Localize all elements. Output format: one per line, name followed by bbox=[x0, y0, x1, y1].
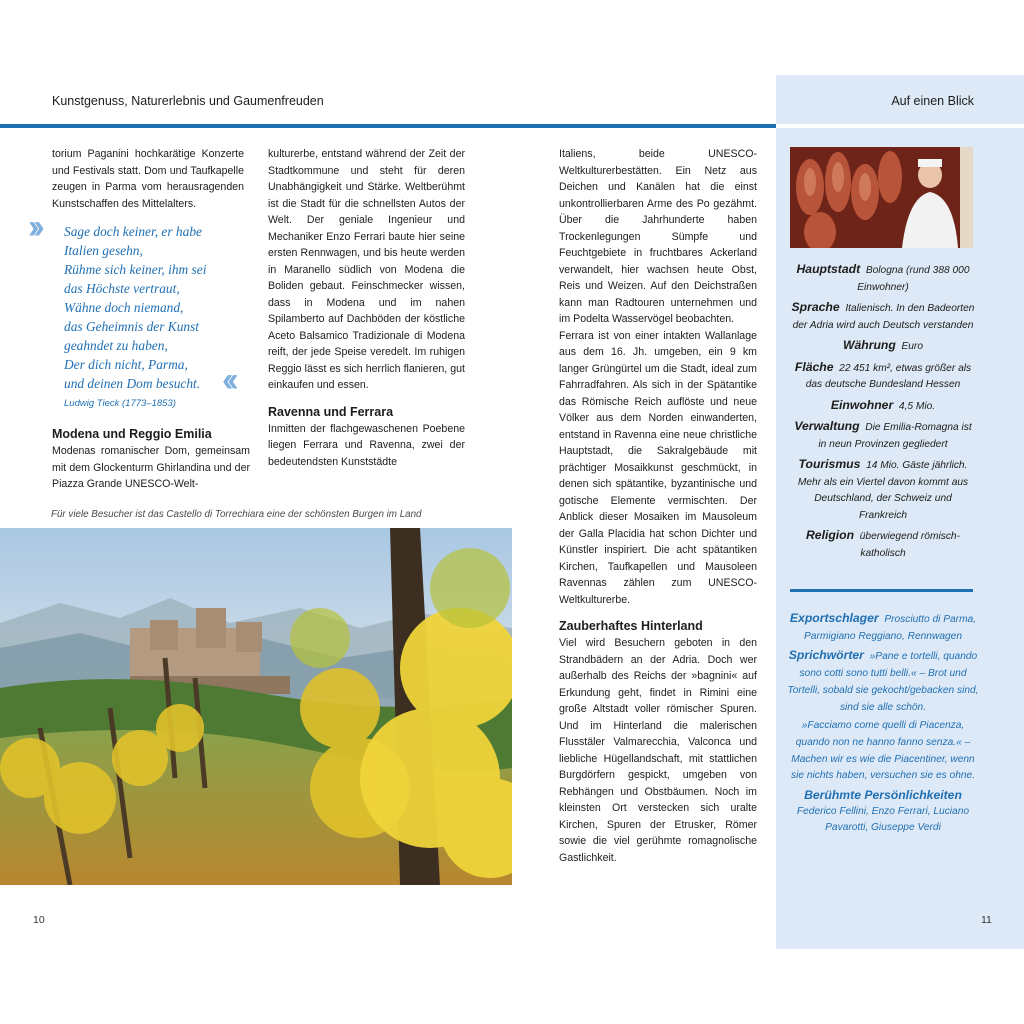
people-entry bbox=[784, 787, 982, 837]
export-key: Exportschlager bbox=[789, 611, 879, 625]
column-2 bbox=[268, 146, 465, 470]
fact-key: Verwaltung bbox=[794, 419, 860, 433]
intro-paragraph: torium Paganini hochkarätige Konzerte und Festivals statt. Dom und Taufkapelle zeugen in Parma vom herausragenden Kunstschaffen des Mittelalters. bbox=[52, 148, 244, 210]
sayings-entry bbox=[784, 647, 982, 716]
people-value: Federico Fellini, Enzo Ferrari, Luciano Pavarotti, Giuseppe Verdi bbox=[796, 805, 970, 834]
fact-value: Italienisch. In den Badeorten der Adria wird auch Deutsch verstanden bbox=[792, 303, 975, 331]
sidebar-header-rule bbox=[776, 124, 1024, 128]
castle-vineyard-illustration bbox=[0, 528, 512, 885]
running-head-left: Kunstgenuss, Naturerlebnis und Gaumenfreuden bbox=[52, 94, 324, 108]
fact-value: 4,5 Mio. bbox=[898, 400, 936, 412]
fact-entry bbox=[790, 527, 976, 562]
body-paragraph: Ferrara ist von einer intakten Wallanlage aus dem 16. Jh. umgeben, ein 9 km langer Grüngürtel um die Stadt, ideal zum Fahrradfahren. Als sich in der Spätantike das Römische Reich auflöste und neue Völker aus dem Norden einwanderten, entstand in Ravenna eine neue christliche Hauptstadt, die Sakralgebäude mit prächtiger Mosaikkunst geschmückt, in denen sich spätantike, byzantinische und gotische Elemente vermischten. Der Anblick dieser Mosaiken im Mausoleum der Galla Placidia hat schon Dichter und Künstler inspiriert. Die acht spätantiken Kirchen, Taufkapellen und Mausoleen Ravennas zählen zum UNESCO-Weltkulturerbe. bbox=[559, 329, 757, 606]
quote-author: Ludwig Tieck (1773–1853) bbox=[64, 398, 176, 409]
body-paragraph: kulturerbe, entstand während der Zeit der Stadtkommune und steht für deren Unabhängigkeit und Stärke. Weltberühmt ist die Stadt für die schnellsten Autos der Welt. Der geniale Ingenieur und Mechaniker Enzo Ferrari baute hier seine ersten Rennwagen, und bis heute werden in Maranello südlich von Modena die Boliden gebaut. Feinschmecker wissen, dass in Modena und im nahen Spilamberto auf Dachböden der köstliche Aceto Balsamico Tradizionale di Modena reift, der jede Speise veredelt. Im ruhigen Reggio lässt es sich herrlich flanieren, gut einkaufen und essen. bbox=[268, 148, 465, 391]
fact-value: Euro bbox=[901, 341, 923, 352]
fact-key: Religion bbox=[806, 528, 855, 542]
prosciutto-illustration bbox=[790, 147, 973, 248]
quote-close-mark: ‹‹ bbox=[222, 361, 233, 399]
body-paragraph: Italiens, beide UNESCO-Weltkulturerbestätten. Ein Netz aus Deichen und Kanälen hat die einst unkontrollierbaren Arme des Po gezähmt. Über die Jahrhunderte haben Trockenlegungen Sümpfe und Feuchtgebiete in fruchtbares Ackerland verwandelt, hier wachsen heute Obst, Reis und Weizen. Auf den Deichstraßen kann man Radtouren unternehmen und im Podelta Wasservögel beobachten. bbox=[559, 148, 757, 325]
fact-key: Hauptstadt bbox=[796, 262, 861, 276]
fact-key: Einwohner bbox=[830, 397, 894, 412]
photo-caption: Für viele Besucher ist das Castello di Torrechiara eine der schönsten Burgen im Land bbox=[51, 509, 422, 520]
fact-value: überwiegend römisch-katholisch bbox=[859, 531, 960, 559]
fact-entry bbox=[790, 418, 976, 453]
fact-value: Bologna (rund 388 000 Einwohner) bbox=[857, 265, 970, 293]
quote-line: Italien gesehn, bbox=[64, 243, 143, 258]
section-heading: Ravenna und Ferrara bbox=[268, 404, 394, 419]
people-key: Berühmte Persönlichkeiten bbox=[804, 788, 962, 803]
quote-line: Rühme sich keiner, ihm sei bbox=[64, 262, 207, 277]
fact-entry bbox=[790, 337, 976, 356]
quote-line: das Höchste vertraut, bbox=[64, 281, 180, 296]
fact-value: 14 Mio. Gäste jährlich. Mehr als ein Viertel davon kommt aus Deutschland, der Schweiz und Frankreich bbox=[797, 460, 969, 521]
sidebar-divider bbox=[790, 589, 973, 592]
page-number-right: 11 bbox=[981, 914, 992, 926]
ham-maker-photo bbox=[790, 147, 973, 248]
export-value: Prosciutto di Parma, Parmigiano Reggiano, Rennwagen bbox=[803, 614, 977, 642]
quote-line: Sage doch keiner, er habe bbox=[64, 224, 202, 239]
fact-entry bbox=[790, 397, 976, 416]
fact-key: Fläche bbox=[794, 359, 834, 374]
extras-list bbox=[784, 610, 982, 839]
quote-line: Der dich nicht, Parma, bbox=[64, 357, 188, 372]
saying-1: »Pane e tortelli, quando sono cotti sono tutti belli.« – Brot und Tortelli, sobald sie gekocht/gebacken sind, sind sie alle schön. bbox=[787, 651, 979, 713]
quote-line: und deinen Dom besucht. bbox=[64, 376, 201, 391]
fact-entry bbox=[790, 456, 976, 524]
fact-key: Tourismus bbox=[798, 457, 861, 471]
facts-list bbox=[790, 261, 976, 565]
column-1-intro bbox=[52, 146, 244, 212]
fact-entry bbox=[790, 299, 976, 334]
quote-line: das Geheimnis der Kunst bbox=[64, 319, 200, 334]
column-1-section bbox=[52, 425, 250, 493]
quote-line: geahndet zu haben, bbox=[64, 338, 168, 353]
fact-value: Die Emilia-Romagna ist in neun Provinzen gegliedert bbox=[818, 422, 972, 450]
body-paragraph: Inmitten der flachgewaschenen Poebene liegen Ferrara und Ravenna, zwei der bedeutendsten Kunststädte bbox=[268, 422, 465, 468]
export-entry bbox=[784, 610, 982, 645]
header-rule bbox=[0, 124, 776, 128]
fact-value: 22 451 km², etwas größer als das deutsche Bundesland Hessen bbox=[805, 362, 972, 390]
page-number-left: 10 bbox=[33, 914, 45, 926]
body-paragraph: Modenas romanischer Dom, gemeinsam mit dem Glockenturm Ghirlandina und der Piazza Grande UNESCO-Welt- bbox=[52, 445, 250, 490]
sidebar-title: Auf einen Blick bbox=[891, 94, 974, 108]
fact-key: Währung bbox=[842, 338, 896, 352]
quote-open-mark: ›› bbox=[28, 208, 39, 246]
section-heading: Zauberhaftes Hinterland bbox=[559, 619, 703, 633]
saying-2: »Facciamo come quelli di Piacenza, quando non ne hanno fanno senza.« – Machen wir es wie die Piacentiner, wenn sie nichts haben, versuchen sie es ohne. bbox=[790, 720, 976, 782]
saying-2-entry bbox=[784, 718, 982, 785]
fact-key: Sprache bbox=[791, 300, 840, 314]
fact-entry bbox=[790, 261, 976, 296]
quote-line: Wähne doch niemand, bbox=[64, 300, 184, 315]
body-paragraph: Viel wird Besuchern geboten in den Strandbädern an der Adria. Doch wer außerhalb des Reichs der »bagnini« auf Erkundung geht, findet in Rimini eine große Altstadt voller römischer Spuren. Und im Hinterland die malerischen Flusstäler Valmarecchia, Valconca und liebliche Hügellandschaft, mit stattlichen Burgdörfern gespickt, umgeben von Rebhängen und Obstbäumen. Noch im kleinsten Ort verstecken sich uralte Kirchen, Spuren der Etrusker, Römer sowie die viel gerühmte romagnolische Gastlichkeit. bbox=[559, 637, 757, 864]
fact-entry bbox=[790, 359, 976, 394]
castle-vineyard-photo bbox=[0, 528, 512, 885]
column-3 bbox=[559, 146, 757, 866]
sayings-key: Sprichwörter bbox=[788, 648, 864, 663]
section-heading: Modena und Reggio Emilia bbox=[52, 427, 212, 441]
